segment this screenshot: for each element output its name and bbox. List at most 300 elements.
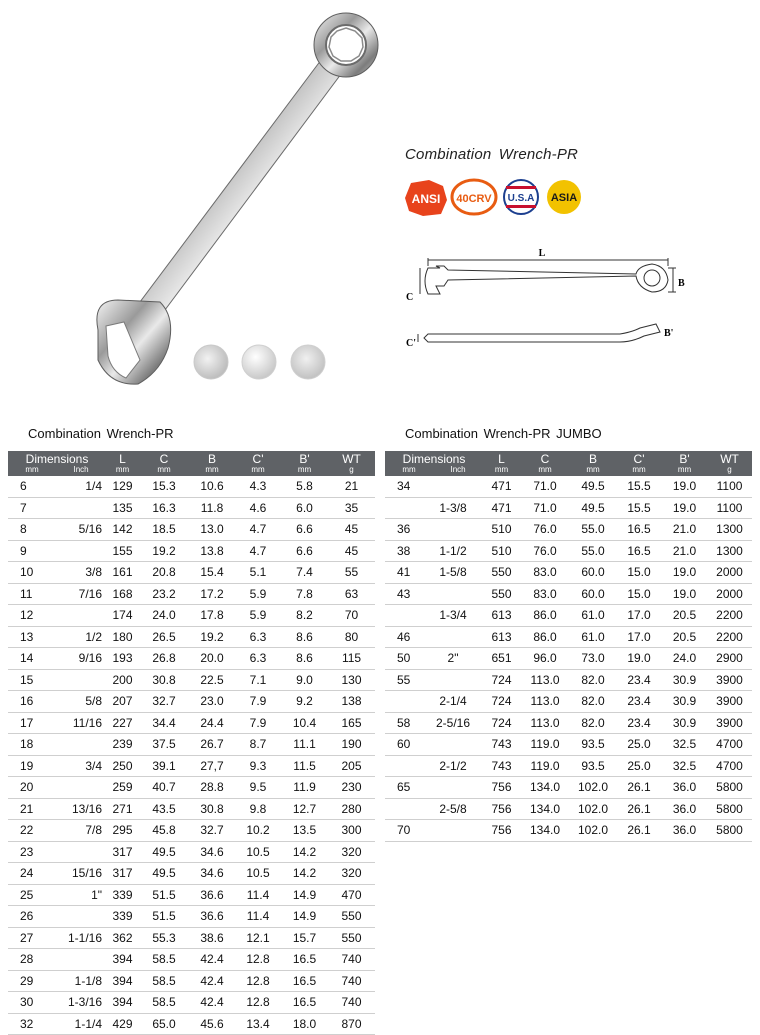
- cell-inch: 1-3/8: [423, 497, 483, 519]
- cell-wt: 63: [328, 583, 375, 605]
- dimensions-header: Dimensions mm Inch: [385, 451, 483, 476]
- cell-c-prime: 23.4: [616, 712, 662, 734]
- cell-c: 19.2: [139, 540, 189, 562]
- usa-badge: [504, 180, 538, 214]
- cell-mm: 32: [8, 1013, 48, 1035]
- cell-c: 96.0: [520, 648, 570, 670]
- cell-l: 756: [483, 798, 520, 820]
- cell-l: 429: [106, 1013, 139, 1035]
- cell-inch: [48, 734, 106, 756]
- cell-wt: 740: [328, 949, 375, 971]
- cell-b-prime: 10.4: [281, 712, 328, 734]
- dim-label-l: L: [538, 248, 546, 259]
- cell-l: 471: [483, 497, 520, 519]
- table-row: [385, 820, 752, 842]
- cell-l: 394: [106, 949, 139, 971]
- table-row: [8, 841, 375, 863]
- cell-mm: 28: [8, 949, 48, 971]
- cell-b: 23.0: [189, 691, 235, 713]
- cell-b-prime: 12.7: [281, 798, 328, 820]
- cell-b: 93.5: [570, 755, 616, 777]
- cell-c: 134.0: [520, 820, 570, 842]
- cell-inch: [423, 476, 483, 497]
- cell-wt: 1300: [707, 540, 752, 562]
- cell-wt: 80: [328, 626, 375, 648]
- cell-c-prime: 12.1: [235, 927, 281, 949]
- right-table-title: Combination Wrench-PR JUMBO: [405, 426, 602, 441]
- cell-b: 28.8: [189, 777, 235, 799]
- table-row: [8, 540, 375, 562]
- cell-b: 82.0: [570, 669, 616, 691]
- dimensions-header: Dimensions mm Inch: [8, 451, 106, 476]
- cell-wt: 45: [328, 519, 375, 541]
- cell-b: 34.6: [189, 841, 235, 863]
- cell-mm: [385, 691, 423, 713]
- cell-b-prime: 14.2: [281, 863, 328, 885]
- cell-c: 37.5: [139, 734, 189, 756]
- cell-l: 135: [106, 497, 139, 519]
- cell-inch: 1-1/4: [48, 1013, 106, 1035]
- cell-c: 83.0: [520, 583, 570, 605]
- cell-inch: [48, 605, 106, 627]
- 40crv-badge: [452, 180, 496, 214]
- cell-inch: [48, 540, 106, 562]
- cell-b-prime: 19.0: [662, 583, 707, 605]
- cell-c-prime: 4.3: [235, 476, 281, 497]
- cell-l: 471: [483, 476, 520, 497]
- cell-mm: [385, 798, 423, 820]
- cell-b: 60.0: [570, 583, 616, 605]
- cell-c-prime: 25.0: [616, 755, 662, 777]
- cell-wt: 550: [328, 906, 375, 928]
- cell-c-prime: 7.9: [235, 691, 281, 713]
- table-row: [8, 691, 375, 713]
- table-row: [8, 669, 375, 691]
- cell-c-prime: 5.9: [235, 605, 281, 627]
- cell-c-prime: 25.0: [616, 734, 662, 756]
- table-row: [385, 755, 752, 777]
- cell-c-prime: 11.4: [235, 884, 281, 906]
- dim-label-c-prime: C': [406, 338, 416, 349]
- cell-c: 32.7: [139, 691, 189, 713]
- cell-c-prime: 8.7: [235, 734, 281, 756]
- cell-c-prime: 10.2: [235, 820, 281, 842]
- table-row: [8, 949, 375, 971]
- cell-c: 86.0: [520, 605, 570, 627]
- cell-wt: 5800: [707, 798, 752, 820]
- asia-badge-label: ASIA: [550, 192, 578, 204]
- cell-b: 32.7: [189, 820, 235, 842]
- cell-c-prime: 15.0: [616, 583, 662, 605]
- cell-l: 724: [483, 669, 520, 691]
- cell-inch: [423, 626, 483, 648]
- cell-wt: 4700: [707, 734, 752, 756]
- cell-b: 13.0: [189, 519, 235, 541]
- cell-mm: 29: [8, 970, 48, 992]
- cell-b: 36.6: [189, 884, 235, 906]
- table-row: [8, 798, 375, 820]
- cell-wt: 300: [328, 820, 375, 842]
- cell-mm: 14: [8, 648, 48, 670]
- col-wt-header: WT g: [328, 451, 375, 476]
- cell-wt: 230: [328, 777, 375, 799]
- cell-l: 362: [106, 927, 139, 949]
- cell-l: 317: [106, 841, 139, 863]
- cell-c-prime: 15.5: [616, 476, 662, 497]
- table-row: [385, 583, 752, 605]
- table-row: [385, 605, 752, 627]
- cell-inch: 3/4: [48, 755, 106, 777]
- cell-b-prime: 14.9: [281, 884, 328, 906]
- dim-label-b-prime: B': [664, 328, 674, 339]
- cell-inch: [48, 669, 106, 691]
- cell-c: 18.5: [139, 519, 189, 541]
- cell-c: 71.0: [520, 476, 570, 497]
- cell-c: 51.5: [139, 884, 189, 906]
- cell-l: 168: [106, 583, 139, 605]
- cell-c: 15.3: [139, 476, 189, 497]
- cell-b: 102.0: [570, 777, 616, 799]
- cell-l: 129: [106, 476, 139, 497]
- cell-b: 45.6: [189, 1013, 235, 1035]
- cell-mm: 12: [8, 605, 48, 627]
- table-row: [8, 519, 375, 541]
- cell-c: 16.3: [139, 497, 189, 519]
- cell-l: 756: [483, 777, 520, 799]
- cell-b: 38.6: [189, 927, 235, 949]
- cell-inch: 13/16: [48, 798, 106, 820]
- cell-b-prime: 32.5: [662, 755, 707, 777]
- cell-b-prime: 14.9: [281, 906, 328, 928]
- cell-l: 239: [106, 734, 139, 756]
- cell-b-prime: 6.0: [281, 497, 328, 519]
- cell-b: 17.8: [189, 605, 235, 627]
- cell-c-prime: 13.4: [235, 1013, 281, 1035]
- cell-c: 26.8: [139, 648, 189, 670]
- cell-inch: 7/16: [48, 583, 106, 605]
- cell-c: 76.0: [520, 519, 570, 541]
- cell-wt: 70: [328, 605, 375, 627]
- cell-inch: 1-1/8: [48, 970, 106, 992]
- cell-mm: [385, 497, 423, 519]
- cell-wt: 550: [328, 927, 375, 949]
- cell-c-prime: 10.5: [235, 841, 281, 863]
- cell-c-prime: 11.4: [235, 906, 281, 928]
- cell-b-prime: 36.0: [662, 777, 707, 799]
- cell-c-prime: 6.3: [235, 626, 281, 648]
- cell-b: 55.0: [570, 540, 616, 562]
- cell-l: 295: [106, 820, 139, 842]
- cell-inch: 1-1/2: [423, 540, 483, 562]
- cell-mm: 34: [385, 476, 423, 497]
- cell-inch: [48, 906, 106, 928]
- usa-badge-label: U.S.A: [507, 193, 535, 204]
- dimension-diagram: [400, 236, 700, 366]
- product-title: Combination Wrench-PR: [405, 146, 579, 163]
- cell-b: 55.0: [570, 519, 616, 541]
- col-b-header: B mm: [189, 451, 235, 476]
- cell-wt: 320: [328, 841, 375, 863]
- cell-b-prime: 11.1: [281, 734, 328, 756]
- cell-b: 20.0: [189, 648, 235, 670]
- cell-wt: 21: [328, 476, 375, 497]
- table-row: [385, 562, 752, 584]
- cell-l: 317: [106, 863, 139, 885]
- spec-table-jumbo: [385, 451, 752, 842]
- cell-l: 193: [106, 648, 139, 670]
- cell-b-prime: 7.8: [281, 583, 328, 605]
- cell-inch: 1": [48, 884, 106, 906]
- cell-b-prime: 18.0: [281, 1013, 328, 1035]
- cell-b-prime: 19.0: [662, 497, 707, 519]
- cell-l: 207: [106, 691, 139, 713]
- cell-c: 76.0: [520, 540, 570, 562]
- table-row: [8, 884, 375, 906]
- table-row: [8, 562, 375, 584]
- col-c-header: C mm: [520, 451, 570, 476]
- asia-badge: [547, 180, 581, 214]
- cell-b: 42.4: [189, 992, 235, 1014]
- table-row: [8, 777, 375, 799]
- cell-c: 71.0: [520, 497, 570, 519]
- cell-c-prime: 12.8: [235, 992, 281, 1014]
- cell-l: 161: [106, 562, 139, 584]
- cell-mm: 10: [8, 562, 48, 584]
- cell-c-prime: 7.1: [235, 669, 281, 691]
- cell-inch: 2-1/2: [423, 755, 483, 777]
- cell-l: 510: [483, 540, 520, 562]
- cell-l: 142: [106, 519, 139, 541]
- cell-wt: 1100: [707, 497, 752, 519]
- cell-b-prime: 11.9: [281, 777, 328, 799]
- table-row: [8, 476, 375, 497]
- table-row: [385, 626, 752, 648]
- cell-l: 155: [106, 540, 139, 562]
- cell-inch: 11/16: [48, 712, 106, 734]
- cell-mm: 58: [385, 712, 423, 734]
- cell-mm: 23: [8, 841, 48, 863]
- cell-mm: 46: [385, 626, 423, 648]
- cell-b: 61.0: [570, 605, 616, 627]
- cell-b-prime: 16.5: [281, 970, 328, 992]
- cell-b: 60.0: [570, 562, 616, 584]
- cell-wt: 280: [328, 798, 375, 820]
- cell-inch: [423, 734, 483, 756]
- cell-wt: 165: [328, 712, 375, 734]
- cell-b: 93.5: [570, 734, 616, 756]
- cell-b: 34.6: [189, 863, 235, 885]
- cell-c: 113.0: [520, 669, 570, 691]
- cell-b: 82.0: [570, 691, 616, 713]
- table-row: [385, 540, 752, 562]
- cell-b-prime: 7.4: [281, 562, 328, 584]
- cell-wt: 320: [328, 863, 375, 885]
- table-row: [8, 1013, 375, 1035]
- cell-wt: 55: [328, 562, 375, 584]
- col-l-header: L mm: [106, 451, 139, 476]
- cell-b-prime: 5.8: [281, 476, 328, 497]
- cell-c-prime: 6.3: [235, 648, 281, 670]
- cell-wt: 45: [328, 540, 375, 562]
- cell-b: 22.5: [189, 669, 235, 691]
- cell-mm: 9: [8, 540, 48, 562]
- table-row: [8, 734, 375, 756]
- cell-mm: 25: [8, 884, 48, 906]
- cell-c: 20.8: [139, 562, 189, 584]
- col-wt-header: WT g: [707, 451, 752, 476]
- table-row: [385, 669, 752, 691]
- cell-wt: 2000: [707, 562, 752, 584]
- cell-c: 58.5: [139, 992, 189, 1014]
- cell-b-prime: 30.9: [662, 669, 707, 691]
- table-row: [8, 970, 375, 992]
- cell-wt: 2000: [707, 583, 752, 605]
- cell-c: 24.0: [139, 605, 189, 627]
- cell-mm: 24: [8, 863, 48, 885]
- table-row: [8, 863, 375, 885]
- cell-b-prime: 16.5: [281, 949, 328, 971]
- cell-inch: 1-1/16: [48, 927, 106, 949]
- table-row: [8, 992, 375, 1014]
- cell-l: 227: [106, 712, 139, 734]
- cell-b: 30.8: [189, 798, 235, 820]
- cell-c-prime: 4.7: [235, 519, 281, 541]
- cell-c: 55.3: [139, 927, 189, 949]
- ansi-badge-label: ANSI: [411, 192, 441, 206]
- cell-c-prime: 4.7: [235, 540, 281, 562]
- cell-wt: 470: [328, 884, 375, 906]
- cell-mm: 16: [8, 691, 48, 713]
- cell-b: 102.0: [570, 820, 616, 842]
- cell-c: 119.0: [520, 755, 570, 777]
- cell-inch: [48, 841, 106, 863]
- cell-b-prime: 16.5: [281, 992, 328, 1014]
- table-row: [385, 476, 752, 497]
- cell-wt: 3900: [707, 669, 752, 691]
- cell-c-prime: 5.1: [235, 562, 281, 584]
- table-row: [385, 777, 752, 799]
- cell-l: 200: [106, 669, 139, 691]
- cell-mm: 8: [8, 519, 48, 541]
- cell-b: 73.0: [570, 648, 616, 670]
- cell-wt: 35: [328, 497, 375, 519]
- cell-b: 19.2: [189, 626, 235, 648]
- cell-c-prime: 16.5: [616, 519, 662, 541]
- cell-b: 11.8: [189, 497, 235, 519]
- cell-c: 49.5: [139, 841, 189, 863]
- cell-mm: 6: [8, 476, 48, 497]
- cell-mm: 11: [8, 583, 48, 605]
- cell-wt: 1300: [707, 519, 752, 541]
- cell-b-prime: 21.0: [662, 540, 707, 562]
- cell-inch: [48, 497, 106, 519]
- certification-badges: [403, 178, 603, 218]
- cell-c: 113.0: [520, 691, 570, 713]
- table-row: [385, 497, 752, 519]
- table-row: [385, 712, 752, 734]
- cell-mm: 21: [8, 798, 48, 820]
- cell-inch: 15/16: [48, 863, 106, 885]
- cell-b-prime: 9.2: [281, 691, 328, 713]
- cell-wt: 740: [328, 992, 375, 1014]
- table-row: [385, 648, 752, 670]
- cell-wt: 130: [328, 669, 375, 691]
- cell-l: 613: [483, 605, 520, 627]
- cell-c: 119.0: [520, 734, 570, 756]
- cell-b: 13.8: [189, 540, 235, 562]
- table-row: [385, 519, 752, 541]
- cell-l: 510: [483, 519, 520, 541]
- cell-b: 49.5: [570, 476, 616, 497]
- cell-b: 82.0: [570, 712, 616, 734]
- cell-c-prime: 26.1: [616, 777, 662, 799]
- cell-c: 51.5: [139, 906, 189, 928]
- cell-inch: 1/4: [48, 476, 106, 497]
- col-c-header: C mm: [139, 451, 189, 476]
- cell-l: 174: [106, 605, 139, 627]
- col-b-header: B mm: [570, 451, 616, 476]
- table-row: [8, 583, 375, 605]
- cell-c: 45.8: [139, 820, 189, 842]
- cell-mm: 15: [8, 669, 48, 691]
- cell-b: 10.6: [189, 476, 235, 497]
- cell-l: 339: [106, 884, 139, 906]
- cell-c: 39.1: [139, 755, 189, 777]
- cell-b-prime: 8.6: [281, 648, 328, 670]
- cell-b: 36.6: [189, 906, 235, 928]
- cell-inch: [423, 583, 483, 605]
- cell-mm: 41: [385, 562, 423, 584]
- cell-l: 550: [483, 562, 520, 584]
- cell-wt: 115: [328, 648, 375, 670]
- cell-inch: [423, 820, 483, 842]
- cell-l: 259: [106, 777, 139, 799]
- cell-b: 17.2: [189, 583, 235, 605]
- cell-b-prime: 20.5: [662, 626, 707, 648]
- cell-b-prime: 11.5: [281, 755, 328, 777]
- cell-inch: 7/8: [48, 820, 106, 842]
- cell-wt: 2900: [707, 648, 752, 670]
- cell-b-prime: 24.0: [662, 648, 707, 670]
- cell-c-prime: 17.0: [616, 605, 662, 627]
- cell-b: 27,7: [189, 755, 235, 777]
- cell-mm: 7: [8, 497, 48, 519]
- cell-b-prime: 6.6: [281, 540, 328, 562]
- cell-c: 26.5: [139, 626, 189, 648]
- col-b-prime-header: B' mm: [662, 451, 707, 476]
- cell-b: 42.4: [189, 970, 235, 992]
- cell-l: 651: [483, 648, 520, 670]
- cell-b: 42.4: [189, 949, 235, 971]
- cell-mm: 65: [385, 777, 423, 799]
- cell-l: 756: [483, 820, 520, 842]
- cell-c: 40.7: [139, 777, 189, 799]
- cell-l: 743: [483, 734, 520, 756]
- cell-mm: 26: [8, 906, 48, 928]
- cell-b: 26.7: [189, 734, 235, 756]
- cell-inch: 9/16: [48, 648, 106, 670]
- cell-b-prime: 8.2: [281, 605, 328, 627]
- table-row: [385, 691, 752, 713]
- cell-l: 613: [483, 626, 520, 648]
- cell-c: 83.0: [520, 562, 570, 584]
- cell-wt: 3900: [707, 691, 752, 713]
- cell-inch: 3/8: [48, 562, 106, 584]
- cell-b: 102.0: [570, 798, 616, 820]
- table-row: [8, 927, 375, 949]
- cell-wt: 190: [328, 734, 375, 756]
- cell-c: 113.0: [520, 712, 570, 734]
